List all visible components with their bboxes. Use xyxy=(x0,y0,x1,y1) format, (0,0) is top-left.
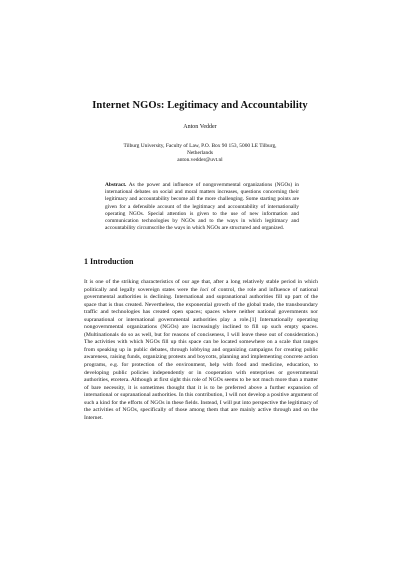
body-text-italic: loci xyxy=(200,286,209,293)
section-body xyxy=(84,279,318,422)
abstract-label: Abstract. xyxy=(105,182,127,188)
abstract-text: As the power and influence of nongovernmental organizations (NGOs) in international debates on social and moral matters increases, questions concerning their legitimacy and accountability become all the more challenging. Some starting points are given for a defensible account of the legitimacy and accountability of internationally operating NGOs. Special attention is given to the use of new information and communication technologies by NGOs and to the ways in which legitimacy and accountability circumscribe the ways in which NGOs are structured and organized. xyxy=(105,182,299,232)
paper-title: Internet NGOs: Legitimacy and Accountability xyxy=(92,100,308,111)
affiliation-country: Netherlands xyxy=(186,150,214,157)
abstract xyxy=(105,182,299,232)
author-affiliation xyxy=(100,143,300,165)
body-text-part: It is one of the striking characteristics of our age that, after a long relatively stable period in which politically and legally sovereign states were the xyxy=(84,279,318,293)
body-text-part: of control, the role and influence of national governmental authorities is declining. International and supranational authorities fill up part of the space that is thus created. Nevertheless, the exponential growth of the global trade, the transboundary traffic and technologies has created open spaces; spaces where neither national governments nor supranational or international governmental authorities play a role.[1] Internationally operating nongovernmental organizations (NGOs) are increasingly inclined to fill up such empty spaces. (Multinationals do so as well, but for reasons of conciseness, I will leave these out of consideration.) The activities with which NGOs fill up this space can be located somewhere on a scale that ranges from speaking up in public debates, through lobbying and organizing campaigns for creating public awareness, raising funds, organizing protests and boycotts, planning and implementing concrete action programs, e.g. for protection of the environment, help with food and medicine, education, to developing public policies independently or in cooperation with enterprises or governmental authorities, etcetera. Although at first sight this role of NGOs seems to be not much more than a matter of bare necessity, it is sometimes thought that it is to be preferred above a further expansion of international or supranational authorities. In this contribution, I will not develop a positive argument of such a kind for the efforts of NGOs in these fields. Instead, I will put into perspective the legitimacy of the activities of NGOs, specifically of those among them that are mainly active through and on the Internet. xyxy=(84,286,319,421)
author-email: anton.vedder@uvt.nl xyxy=(177,157,223,164)
affiliation-line: Tilburg University, Faculty of Law, P.O. Box 90 153, 5000 LE Tilburg, xyxy=(123,143,277,149)
author-name: Anton Vedder xyxy=(183,124,217,130)
section-heading: 1 Introduction xyxy=(84,257,134,266)
